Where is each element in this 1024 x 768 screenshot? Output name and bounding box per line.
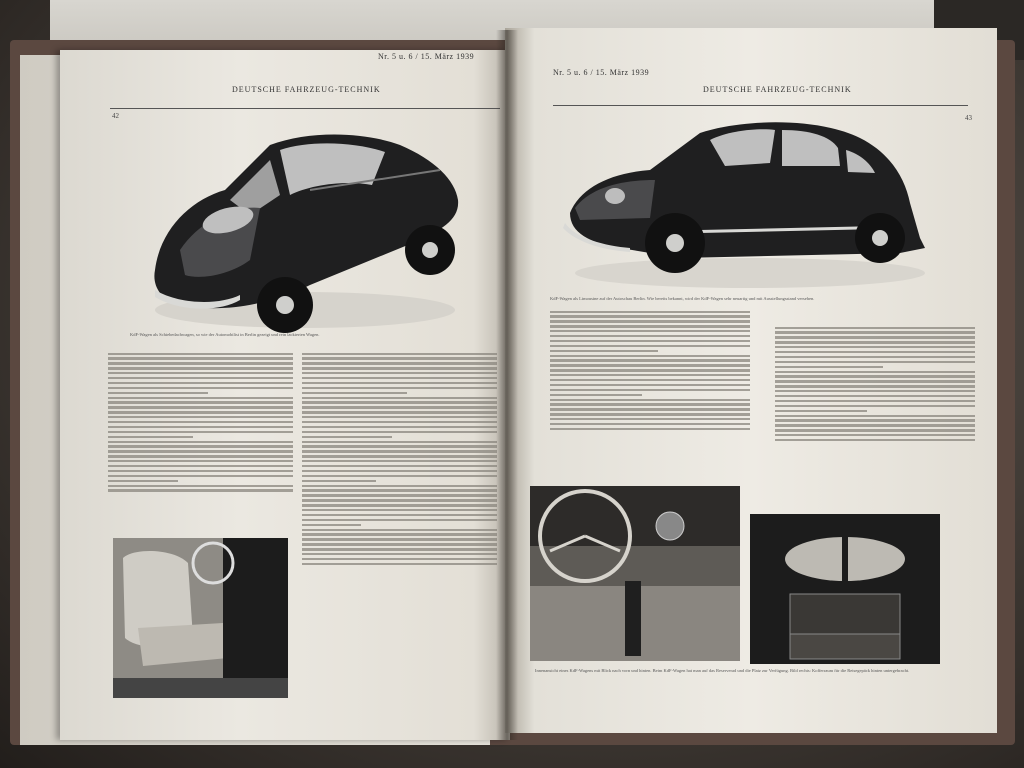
text-line bbox=[775, 410, 867, 412]
text-line bbox=[108, 372, 293, 374]
text-line bbox=[302, 401, 497, 403]
text-line bbox=[108, 353, 293, 355]
text-line bbox=[302, 357, 497, 359]
text-line bbox=[302, 392, 407, 394]
text-line bbox=[302, 519, 497, 521]
car-rear-illustration bbox=[140, 90, 470, 340]
text-line bbox=[775, 390, 975, 392]
text-line bbox=[775, 356, 975, 358]
right-page-title: DEUTSCHE FAHRZEUG-TECHNIK bbox=[703, 85, 852, 94]
text-line bbox=[302, 538, 497, 540]
text-line bbox=[108, 455, 293, 457]
text-line bbox=[302, 436, 392, 438]
text-line bbox=[775, 439, 975, 441]
text-line bbox=[550, 399, 750, 401]
left-text-column-2 bbox=[302, 350, 497, 680]
text-line bbox=[302, 411, 497, 413]
text-line bbox=[550, 350, 658, 352]
text-line bbox=[775, 346, 975, 348]
text-line bbox=[302, 421, 497, 423]
text-line bbox=[302, 509, 497, 511]
text-line bbox=[302, 455, 497, 457]
text-line bbox=[550, 340, 750, 342]
text-line bbox=[775, 361, 975, 363]
car-front-illustration bbox=[560, 108, 940, 303]
text-line bbox=[108, 416, 293, 418]
text-line bbox=[775, 336, 975, 338]
text-line bbox=[302, 489, 497, 491]
text-line bbox=[108, 392, 208, 394]
text-line bbox=[108, 382, 293, 384]
text-line bbox=[302, 441, 497, 443]
text-line bbox=[302, 460, 497, 462]
text-line bbox=[108, 485, 293, 487]
text-line bbox=[108, 450, 293, 452]
text-line bbox=[550, 364, 750, 366]
text-line bbox=[108, 426, 293, 428]
text-line bbox=[775, 327, 975, 329]
interior-seat-photo bbox=[113, 538, 288, 698]
text-line bbox=[108, 480, 178, 482]
dashboard-photo bbox=[530, 486, 740, 661]
text-line bbox=[302, 480, 376, 482]
text-line bbox=[550, 374, 750, 376]
text-line bbox=[302, 558, 497, 560]
text-line bbox=[302, 372, 497, 374]
text-line bbox=[775, 366, 883, 368]
text-line bbox=[775, 405, 975, 407]
text-line bbox=[108, 441, 293, 443]
text-line bbox=[550, 315, 750, 317]
trunk-photo bbox=[750, 514, 940, 664]
text-line bbox=[108, 362, 293, 364]
text-line bbox=[302, 465, 497, 467]
text-line bbox=[108, 421, 293, 423]
text-line bbox=[775, 400, 975, 402]
book-gutter bbox=[496, 30, 518, 740]
text-line bbox=[550, 428, 750, 430]
text-line bbox=[108, 431, 293, 433]
left-page-number: 42 bbox=[112, 112, 119, 120]
right-page-number: 43 bbox=[965, 114, 972, 122]
text-line bbox=[302, 529, 497, 531]
right-photo-caption: Innenansicht eines KdF-Wagens mit Blick nach vorn und hinten. Beim KdF-Wagen hat man auf das Reserverad und die Platz zur Verfügung. Bild rechts: Kofferraum für die Reisegepäck hinten untergebracht. bbox=[535, 668, 910, 673]
text-line bbox=[108, 387, 293, 389]
text-line bbox=[108, 436, 193, 438]
text-line bbox=[302, 450, 497, 452]
right-text-column-2 bbox=[775, 324, 975, 504]
text-line bbox=[302, 548, 497, 550]
text-line bbox=[302, 367, 497, 369]
text-line bbox=[302, 445, 497, 447]
text-line bbox=[550, 320, 750, 322]
right-page-issue: Nr. 5 u. 6 / 15. März 1939 bbox=[553, 68, 650, 77]
text-line bbox=[550, 423, 750, 425]
text-line bbox=[108, 445, 293, 447]
text-line bbox=[108, 465, 293, 467]
text-line bbox=[302, 504, 497, 506]
text-line bbox=[775, 434, 975, 436]
text-line bbox=[302, 416, 497, 418]
text-line bbox=[550, 355, 750, 357]
text-line bbox=[302, 514, 497, 516]
text-line bbox=[550, 418, 750, 420]
text-line bbox=[108, 401, 293, 403]
text-line bbox=[108, 489, 293, 491]
text-line bbox=[302, 406, 497, 408]
text-line bbox=[550, 394, 642, 396]
text-line bbox=[550, 330, 750, 332]
text-line bbox=[108, 460, 293, 462]
text-line bbox=[550, 389, 750, 391]
left-page-title: DEUTSCHE FAHRZEUG-TECHNIK bbox=[232, 85, 381, 94]
text-line bbox=[775, 380, 975, 382]
text-line bbox=[550, 384, 750, 386]
text-line bbox=[302, 362, 497, 364]
text-line bbox=[550, 325, 750, 327]
text-line bbox=[302, 426, 497, 428]
text-line bbox=[550, 403, 750, 405]
text-line bbox=[775, 419, 975, 421]
text-line bbox=[550, 369, 750, 371]
text-line bbox=[302, 494, 497, 496]
right-car-caption: KdF-Wagen als Limousine auf der Autoschau Berlin. Wie bereits bekannt, wird der KdF-Wagen sehr neuartig und mit Ausstellungsstand versehen. bbox=[550, 296, 815, 301]
text-line bbox=[108, 470, 293, 472]
right-text-column-1 bbox=[550, 308, 750, 493]
text-line bbox=[108, 397, 293, 399]
text-line bbox=[775, 395, 975, 397]
text-line bbox=[302, 499, 497, 501]
text-line bbox=[550, 379, 750, 381]
text-line bbox=[302, 353, 497, 355]
right-header-rule bbox=[553, 105, 968, 106]
text-line bbox=[108, 367, 293, 369]
text-line bbox=[550, 345, 750, 347]
text-line bbox=[302, 377, 497, 379]
text-line bbox=[302, 382, 497, 384]
text-line bbox=[550, 413, 750, 415]
text-line bbox=[775, 351, 975, 353]
text-line bbox=[775, 375, 975, 377]
text-line bbox=[302, 553, 497, 555]
text-line bbox=[775, 341, 975, 343]
text-line bbox=[108, 377, 293, 379]
text-line bbox=[108, 406, 293, 408]
text-line bbox=[302, 475, 497, 477]
text-line bbox=[302, 533, 497, 535]
text-line bbox=[108, 475, 293, 477]
text-line bbox=[108, 411, 293, 413]
text-line bbox=[775, 424, 975, 426]
text-line bbox=[108, 357, 293, 359]
text-line bbox=[775, 429, 975, 431]
left-page-issue: Nr. 5 u. 6 / 15. März 1939 bbox=[378, 52, 475, 61]
right-page bbox=[505, 28, 997, 733]
text-line bbox=[550, 311, 750, 313]
text-line bbox=[775, 385, 975, 387]
left-page bbox=[60, 50, 510, 740]
left-text-column-1 bbox=[108, 350, 293, 570]
text-line bbox=[550, 408, 750, 410]
left-car-caption: KdF-Wagen als Schiebedachwagen, so wie der Automobilist in Berlin gezeigt und rein lackierten Wagen. bbox=[130, 332, 320, 337]
text-line bbox=[302, 397, 497, 399]
text-line bbox=[775, 371, 975, 373]
text-line bbox=[302, 485, 497, 487]
text-line bbox=[302, 524, 361, 526]
text-line bbox=[302, 387, 497, 389]
text-line bbox=[775, 331, 975, 333]
text-line bbox=[550, 359, 750, 361]
text-line bbox=[302, 431, 497, 433]
text-line bbox=[302, 543, 497, 545]
text-line bbox=[550, 335, 750, 337]
text-line bbox=[302, 470, 497, 472]
text-line bbox=[775, 415, 975, 417]
text-line bbox=[302, 563, 497, 565]
